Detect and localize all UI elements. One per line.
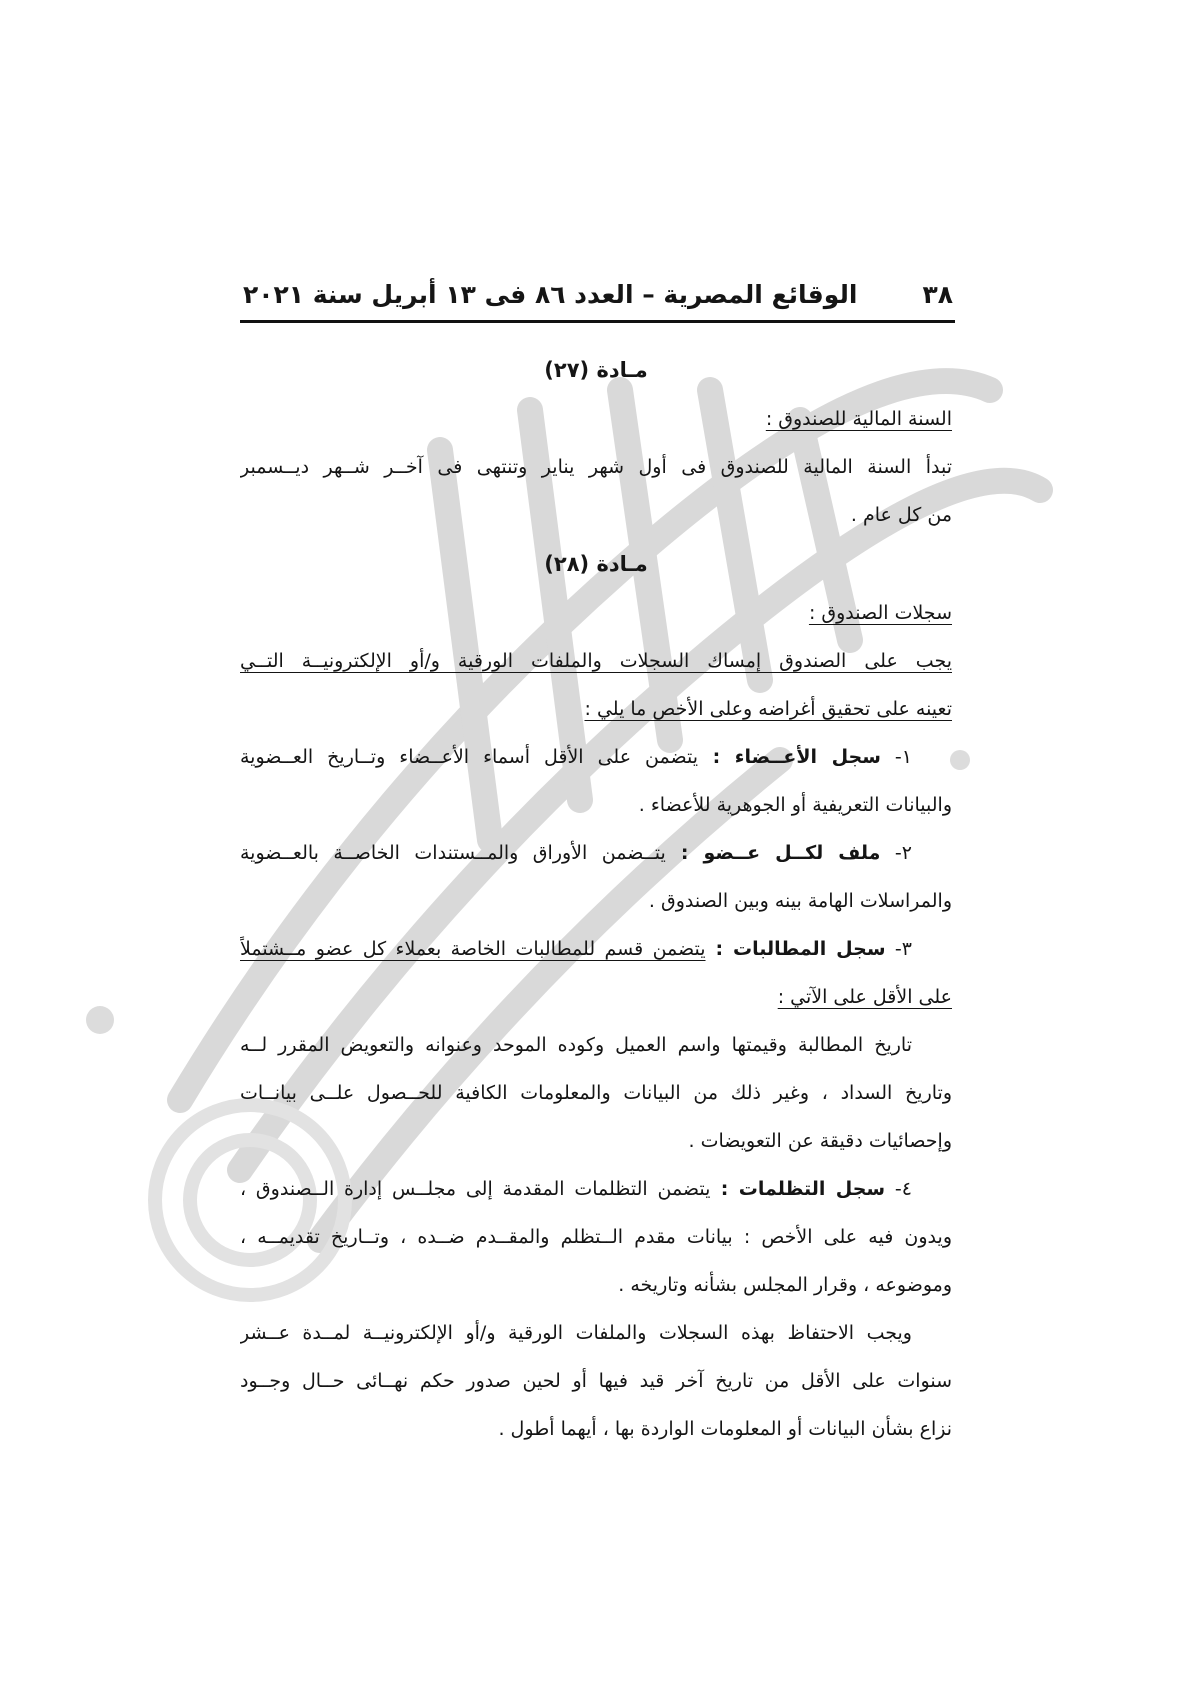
item-2-number: ٢- [880,842,912,864]
closing-line-2: سنوات على الأقل من تاريخ آخر قيد فيها أو لحين صدور حكم نهــائى حــال وجــود [240,1370,952,1392]
article-27-text-line-1: تبدأ السنة المالية للصندوق فى أول شهر يناير وتنتهى فى آخــر شــهر ديــسمبر [240,456,952,478]
article-28-title: مـادة (٢٨) [544,552,648,576]
item-1-text: يتضمن على الأقل أسماء الأعــضاء وتــاريخ العــضوية [240,746,699,768]
header-divider [240,320,955,323]
closing-line-3: نزاع بشأن البيانات أو المعلومات الواردة بها ، أيهما أطول . [498,1418,952,1440]
article-28-intro-line-2: تعينه على تحقيق أغراضه وعلى الأخص ما يلي : [584,698,952,720]
article-27-text-line-2: من كل عام . [850,504,952,526]
item-4-line-2: ويدون فيه على الأخص : بيانات مقدم الــتظلم والمقــدم ضــده ، وتــاريخ تقديمــه ، [240,1226,952,1248]
gazette-title: الوقائع المصرية – العدد ٨٦ فى ١٣ أبريل سنة ٢٠٢١ [243,279,858,309]
item-4-text: يتضمن التظلمات المقدمة إلى مجلــس إدارة الــصندوق ، [240,1178,711,1200]
article-27-heading: السنة المالية للصندوق : [765,408,952,430]
item-3-number: ٣- [885,938,912,960]
item-2-term: ملف لكــل عــضو : [665,842,881,864]
item-2-line-1 [240,829,952,877]
item-3-detail-2: وتاريخ السداد ، وغير ذلك من البيانات والمعلومات الكافية للحــصول علــى بيانــات [240,1082,952,1104]
item-3-line-1 [240,925,952,973]
item-4-term: سجل التظلمات : [710,1178,886,1200]
item-3-detail-3: وإحصائيات دقيقة عن التعويضات . [688,1130,952,1152]
item-4-line-1 [240,1165,952,1213]
item-3-detail-1: تاريخ المطالبة وقيمتها واسم العميل وكوده الموحد وعنوانه والتعويض المقرر لــه [240,1034,912,1056]
item-1-term: سجل الأعــضاء : [698,746,881,768]
item-3-line-2: على الأقل على الآتي : [777,986,952,1008]
article-27-title: مـادة (٢٧) [544,358,648,382]
article-28-intro-line-1: يجب على الصندوق إمساك السجلات والملفات الورقية و/أو الإلكترونيــة التــي [240,650,952,672]
item-1-line-2: والبيانات التعريفية أو الجوهرية للأعضاء . [638,794,952,816]
item-3-term: سجل المطالبات : [705,938,886,960]
item-2-text: يتــضمن الأوراق والمــستندات الخاصــة بالعــضوية [240,842,666,864]
page-number: ٣٨ [922,279,953,309]
page-header [243,270,953,318]
document-body [240,345,952,1453]
item-1-number: ١- [880,746,913,768]
closing-line-1: ويجب الاحتفاظ بهذه السجلات والملفات الورقية و/أو الإلكترونيــة لمــدة عــشر [240,1322,912,1344]
item-2-line-2: والمراسلات الهامة بينه وبين الصندوق . [648,890,952,912]
article-28-heading: سجلات الصندوق : [808,602,952,624]
item-4-line-3: وموضوعه ، وقرار المجلس بشأنه وتاريخه . [618,1274,952,1296]
item-4-number: ٤- [885,1178,912,1200]
item-1-line-1 [240,733,952,781]
item-3-text: يتضمن قسم للمطالبات الخاصة بعملاء كل عضو مــشتملاً [240,938,706,960]
